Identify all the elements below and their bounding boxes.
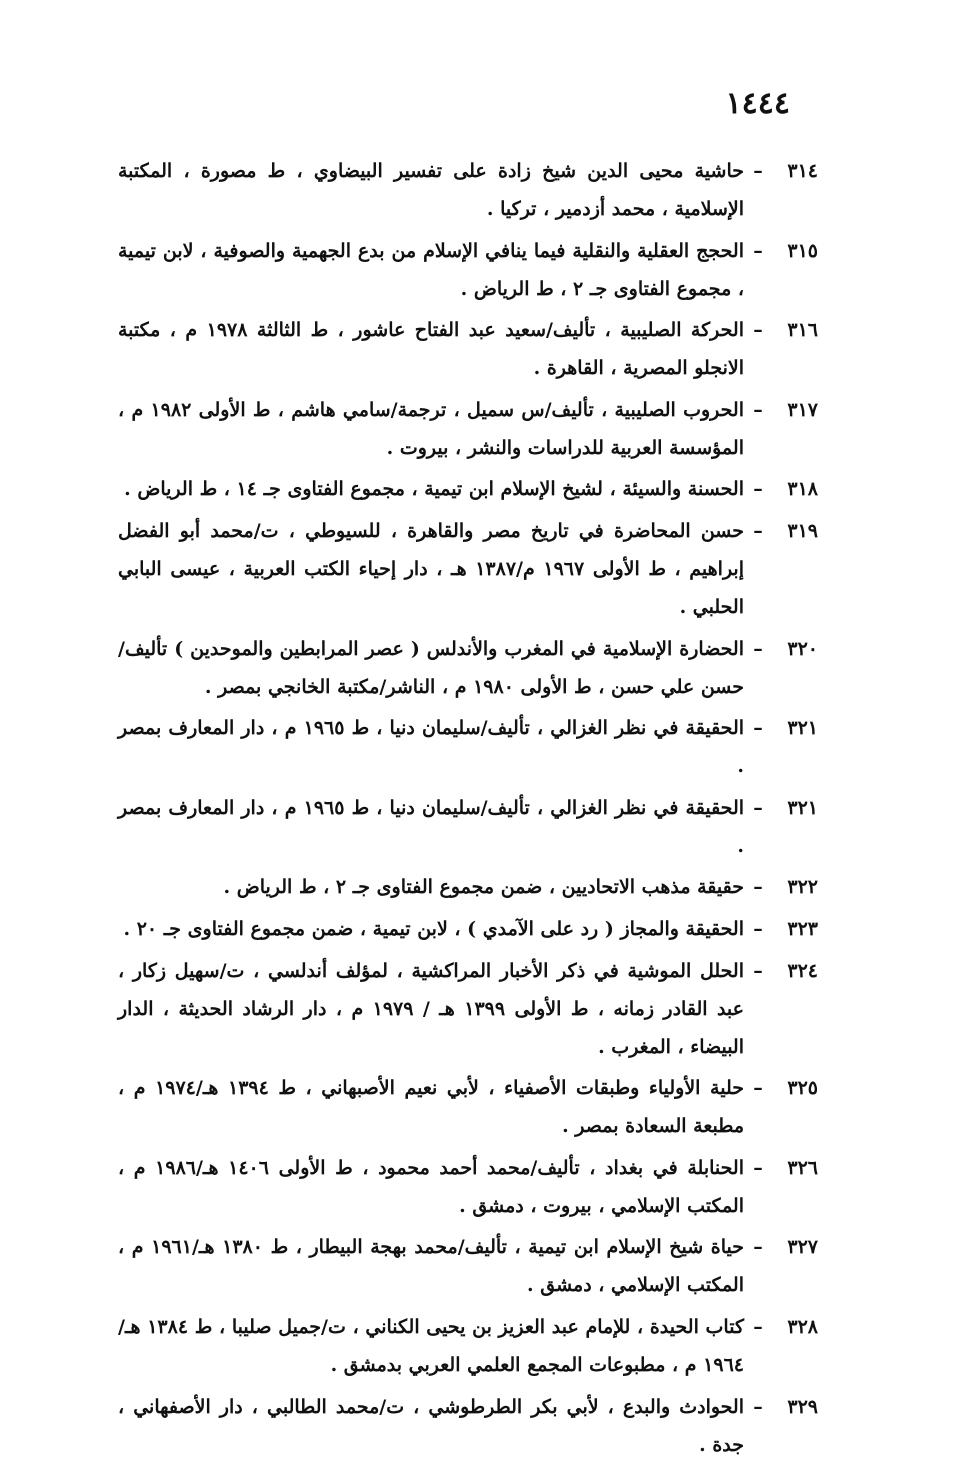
- entry-separator: –: [753, 959, 763, 982]
- entry-number: ٣٢٩: [787, 1395, 818, 1418]
- entry-text: الحروب الصليبية ، تأليف/س سميل ، ترجمة/سامي هاشم ، ط الأولى ١٩٨٢ م ، المؤسسة العربية للدراسات والنشر ، بيروت .: [118, 398, 744, 459]
- entry-separator: –: [753, 1077, 763, 1100]
- entry-text: الحضارة الإسلامية في المغرب والأندلس ( عصر المرابطين والموحدين ) تأليف/حسن علي حسن ، ط الأولى ١٩٨٠ م ، الناشر/مكتبة الخانجي بمصر .: [118, 637, 744, 698]
- entry-text: الحقيقة في نظر الغزالي ، تأليف/سليمان دنيا ، ط ١٩٦٥ م ، دار المعارف بمصر .: [118, 796, 745, 857]
- list-item: [118, 1228, 818, 1304]
- entry-separator: –: [753, 637, 763, 660]
- entry-number: ٣١٩: [787, 519, 818, 542]
- entry-text: حقيقة مذهب الاتحاديين ، ضمن مجموع الفتاوى جـ ٢ ، ط الرياض .: [223, 876, 744, 899]
- entry-text: الحقيقة والمجاز ( رد على الآمدي ) ، لابن تيمية ، ضمن مجموع الفتاوى جـ ٢٠ .: [123, 917, 744, 940]
- list-item: [118, 789, 818, 865]
- entry-separator: –: [753, 519, 763, 542]
- entry-number: ٣١٤: [787, 160, 818, 182]
- entry-text: كتاب الحيدة ، للإمام عبد العزيز بن يحيى الكناني ، ت/جميل صليبا ، ط ١٣٨٤ هـ/١٩٦٤ م ، مطبوعات المجمع العلمي العربي بدمشق .: [118, 1315, 744, 1376]
- entry-text: الحوادث والبدع ، لأبي بكر الطرطوشي ، ت/محمد الطالبي ، دار الأصفهاني ، جدة .: [118, 1395, 744, 1456]
- entry-number: ٣١٥: [787, 239, 818, 262]
- entry-separator: –: [753, 917, 763, 940]
- bibliography-list: [118, 152, 818, 1467]
- entry-text: الحركة الصليبية ، تأليف/سعيد عبد الفتاح عاشور ، ط الثالثة ١٩٧٨ م ، مكتبة الانجلو المصرية ، القاهرة .: [118, 319, 744, 380]
- entry-separator: –: [753, 1395, 763, 1418]
- entry-text: حسن المحاضرة في تاريخ مصر والقاهرة ، للسيوطي ، ت/محمد أبو الفضل إبراهيم ، ط الأولى ١٩٦٧ م/١٣٨٧ هـ ، دار إحياء الكتب العربية ، عيسى البابي الحلبي .: [118, 519, 744, 618]
- list-item: [118, 1069, 818, 1145]
- entry-text: حلية الأولياء وطبقات الأصفياء ، لأبي نعيم الأصبهاني ، ط ١٣٩٤ هـ/١٩٧٤ م ، مطبعة السعادة بمصر .: [118, 1077, 744, 1138]
- entry-separator: –: [753, 1315, 763, 1338]
- entry-separator: –: [753, 478, 763, 501]
- entry-number: ٣٢٢: [787, 876, 818, 899]
- list-item: [118, 232, 818, 308]
- list-item: [118, 391, 818, 467]
- entry-number: ٣٢٥: [787, 1077, 818, 1100]
- entry-text: حياة شيخ الإسلام ابن تيمية ، تأليف/محمد بهجة البيطار ، ط ١٣٨٠ هـ/١٩٦١ م ، المكتب الإسلامي ، دمشق .: [118, 1236, 744, 1297]
- list-item: [118, 470, 818, 508]
- entry-text: الحلل الموشية في ذكر الأخبار المراكشية ، لمؤلف أندلسي ، ت/سهيل زكار ، عبد القادر زمانه ، ط الأولى ١٣٩٩ هـ / ١٩٧٩ م ، دار الرشاد الحديثة ، الدار البيضاء ، المغرب .: [118, 959, 744, 1058]
- list-item: [118, 512, 818, 626]
- entry-text: الحقيقة في نظر الغزالي ، تأليف/سليمان دنيا ، ط ١٩٦٥ م ، دار المعارف بمصر .: [118, 717, 745, 778]
- entry-number: ٣٢٦: [787, 1156, 818, 1179]
- entry-text: الحسنة والسيئة ، لشيخ الإسلام ابن تيمية ، مجموع الفتاوى جـ ١٤ ، ط الرياض .: [124, 478, 744, 501]
- entry-separator: –: [753, 398, 763, 421]
- entry-number: ٣٢٨: [787, 1315, 818, 1338]
- entry-separator: –: [753, 1236, 763, 1259]
- list-item: [118, 1149, 818, 1225]
- entry-text: الحجج العقلية والنقلية فيما ينافي الإسلام من بدع الجهمية والصوفية ، لابن تيمية ، مجموع الفتاوى جـ ٢ ، ط الرياض .: [118, 239, 744, 300]
- entry-number: ٣٢٧: [787, 1236, 818, 1259]
- entry-number: ٣١٨: [787, 478, 818, 501]
- entry-separator: –: [753, 876, 763, 899]
- entry-number: ٣١٧: [787, 398, 818, 421]
- list-item: [118, 952, 818, 1066]
- entry-number: ٣٢٣: [787, 917, 818, 940]
- entry-text: حاشية محيى الدين شيخ زادة على تفسير البيضاوي ، ط مصورة ، المكتبة الإسلامية ، محمد أزدمير ، تركيا .: [118, 160, 744, 220]
- list-item: [118, 910, 818, 948]
- list-item: [118, 630, 818, 706]
- entry-separator: –: [753, 717, 763, 740]
- entry-number: ٣٢١: [787, 717, 818, 740]
- entry-separator: –: [753, 239, 763, 262]
- entry-number: ٣٢٠: [787, 637, 818, 660]
- list-item: [118, 1308, 818, 1384]
- list-item: [118, 1388, 818, 1464]
- entry-number: ٣٢٤: [787, 959, 818, 982]
- list-item: [118, 152, 818, 228]
- entry-separator: –: [753, 796, 763, 819]
- entry-separator: –: [753, 160, 763, 182]
- list-item: [118, 868, 818, 906]
- entry-number: ٣١٦: [787, 319, 818, 342]
- entry-separator: –: [753, 1156, 763, 1179]
- page-number: ١٤٤٤: [725, 86, 790, 121]
- list-item: [118, 311, 818, 387]
- list-item: [118, 709, 818, 785]
- entry-number: ٣٢١: [787, 796, 818, 819]
- entry-text: الحنابلة في بغداد ، تأليف/محمد أحمد محمود ، ط الأولى ١٤٠٦ هـ/١٩٨٦ م ، المكتب الإسلامي ، بيروت ، دمشق .: [118, 1156, 744, 1217]
- entry-separator: –: [753, 319, 763, 342]
